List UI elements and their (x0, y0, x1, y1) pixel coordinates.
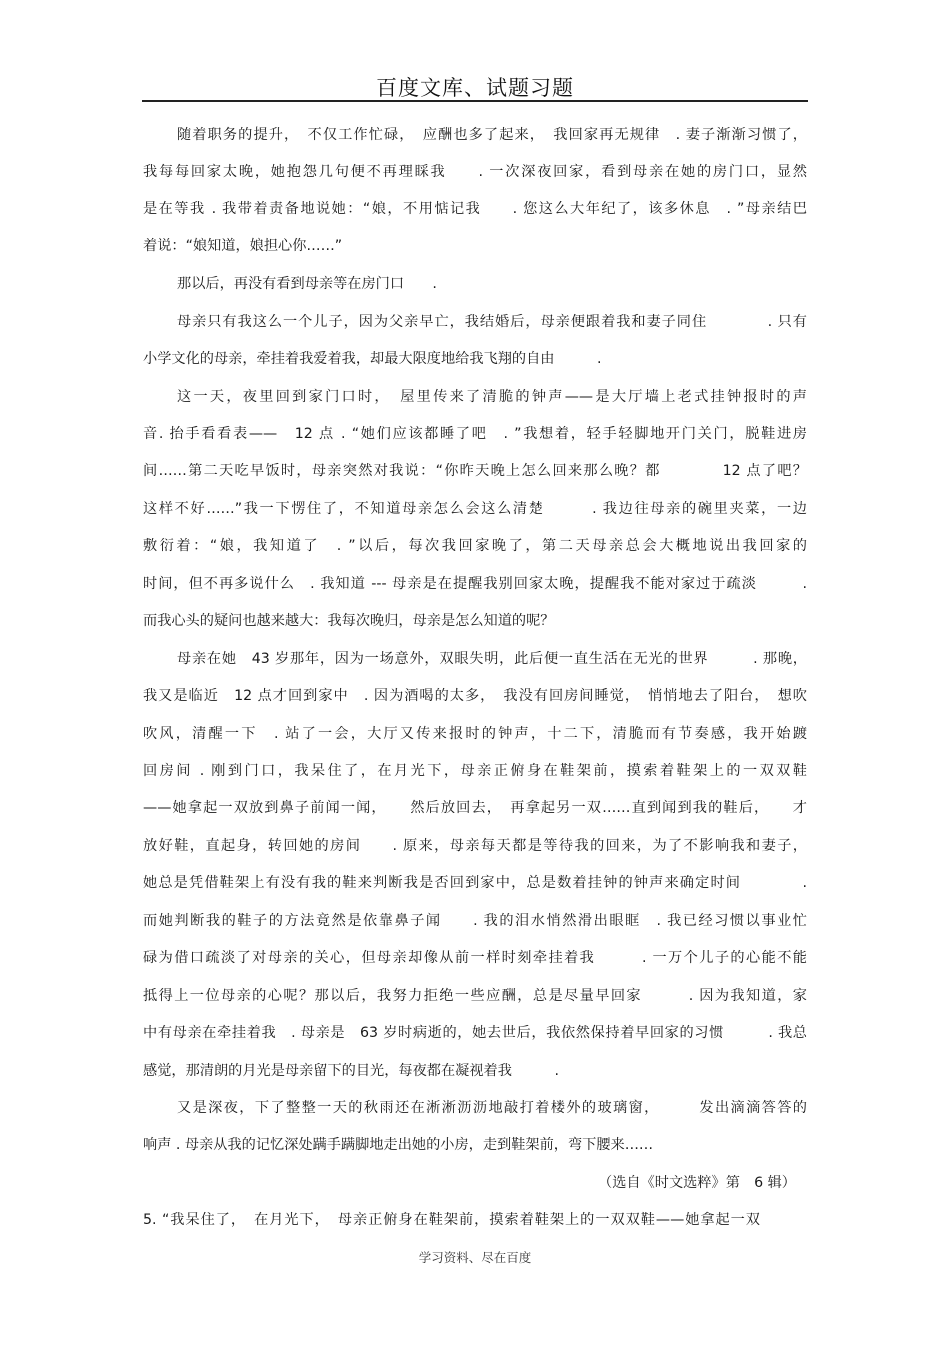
text-line: 而她判断我的鞋子的方法竟然是依靠鼻子闻 . 我的泪水悄然滑出眼眶 . 我已经习惯以事业忙 (143, 913, 807, 929)
title-divider (142, 100, 808, 102)
text-line: 敷衍着：“娘，我知道了 . ”以后，每次我回家晚了，第二天母亲总会大概地说出我回家的 (143, 538, 807, 554)
text-line: 感觉，那清朗的月光是母亲留下的目光，每夜都在凝视着我 . (143, 1063, 559, 1079)
text-line: 回房间 . 刚到门口，我呆住了，在月光下，母亲正俯身在鞋架前，摸索着鞋架上的一双双鞋 (143, 763, 807, 779)
text-line: 母亲只有我这么一个儿子，因为父亲早亡，我结婚后，母亲便跟着我和妻子同住 . 只有 (177, 314, 807, 330)
text-line: 是在等我 . 我带着责备地说她：“娘，不用惦记我 . 您这么大年纪了，该多休息 . ”母亲结巴 (143, 201, 807, 217)
text-line: 间……第二天吃早饭时，母亲突然对我说：“你昨天晚上怎么回来那么晚？都 12 点了吧？ (143, 463, 807, 479)
page-footer: 学习资料、尽在百度 (418, 1250, 532, 1265)
text-line: 那以后，再没有看到母亲等在房门口 . (177, 276, 437, 292)
text-line: 中有母亲在牵挂着我 . 母亲是 63 岁时病逝的，她去世后，我依然保持着早回家的习惯 . 我总 (143, 1025, 807, 1041)
text-line: 放好鞋，直起身，转回她的房间 . 原来，母亲每天都是等待我的回来，为了不影响我和妻子， (143, 838, 807, 854)
text-line: 吹风，清醒一下 . 站了一会，大厅又传来报时的钟声，十二下，清脆而有节奏感，我开始踱 (143, 726, 807, 742)
text-line: 又是深夜，下了整整一天的秋雨还在淅淅沥沥地敲打着楼外的玻璃窗， 发出滴滴答答的 (177, 1100, 807, 1116)
text-line: 随着职务的提升， 不仅工作忙碌， 应酬也多了起来， 我回家再无规律 . 妻子渐渐习惯了， (177, 127, 807, 143)
text-line: 这一天，夜里回到家门口时， 屋里传来了清脆的钟声——是大厅墙上老式挂钟报时的声 (177, 389, 807, 405)
text-line: 时间，但不再多说什么 . 我知道 --- 母亲是在提醒我别回家太晚，提醒我不能对家过于疏淡 . (143, 576, 807, 592)
text-line: 响声 . 母亲从我的记忆深处蹒手蹒脚地走出她的小房，走到鞋架前，弯下腰来…… (143, 1137, 654, 1153)
text-line: 着说：“娘知道，娘担心你……” (143, 238, 343, 254)
text-line: 音. 抬手看看表—— 12 点 . “她们应该都睡了吧 . ”我想着，轻手轻脚地开门关门，脱鞋进房 (143, 426, 807, 442)
text-line: 而我心头的疑问也越来越大：我每次晚归，母亲是怎么知道的呢？ (143, 613, 555, 629)
text-line: 小学文化的母亲，牵挂着我爱着我，却最大限度地给我飞翔的自由 . (143, 351, 602, 367)
text-line: 我又是临近 12 点才回到家中 . 因为酒喝的太多， 我没有回房间睡觉， 悄悄地去了阳台， 想吹 (143, 688, 807, 704)
text-line: ——她拿起一双放到鼻子前闻一闻， 然后放回去， 再拿起另一双……直到闻到我的鞋后， 才 (143, 800, 807, 816)
text-line: 这样不好……”我一下愣住了，不知道母亲怎么会这么清楚 . 我边往母亲的碗里夹菜，一边 (143, 501, 807, 517)
text-line: 母亲在她 43 岁那年，因为一场意外，双眼失明，此后便一直生活在无光的世界 . 那晚， (177, 651, 807, 667)
question-line: 5. “我呆住了， 在月光下， 母亲正俯身在鞋架前，摸索着鞋架上的一双双鞋——她拿起一双 (143, 1212, 760, 1228)
text-line: 碌为借口疏淡了对母亲的关心，但母亲却像从前一样时刻牵挂着我 . 一万个儿子的心能不能 (143, 950, 807, 966)
source-citation: （选自《时文选粹》第 6 辑） (598, 1175, 796, 1191)
text-line: 她总是凭借鞋架上有没有我的鞋来判断我是否回到家中，总是数着挂钟的钟声来确定时间 . (143, 875, 807, 891)
text-line: 抵得上一位母亲的心呢？那以后，我努力拒绝一些应酬，总是尽量早回家 . 因为我知道，家 (143, 988, 807, 1004)
page-title: 百度文库、试题习题 (376, 76, 574, 100)
text-line: 我每每回家太晚，她抱怨几句便不再理睬我 . 一次深夜回家，看到母亲在她的房门口，显然 (143, 164, 807, 180)
